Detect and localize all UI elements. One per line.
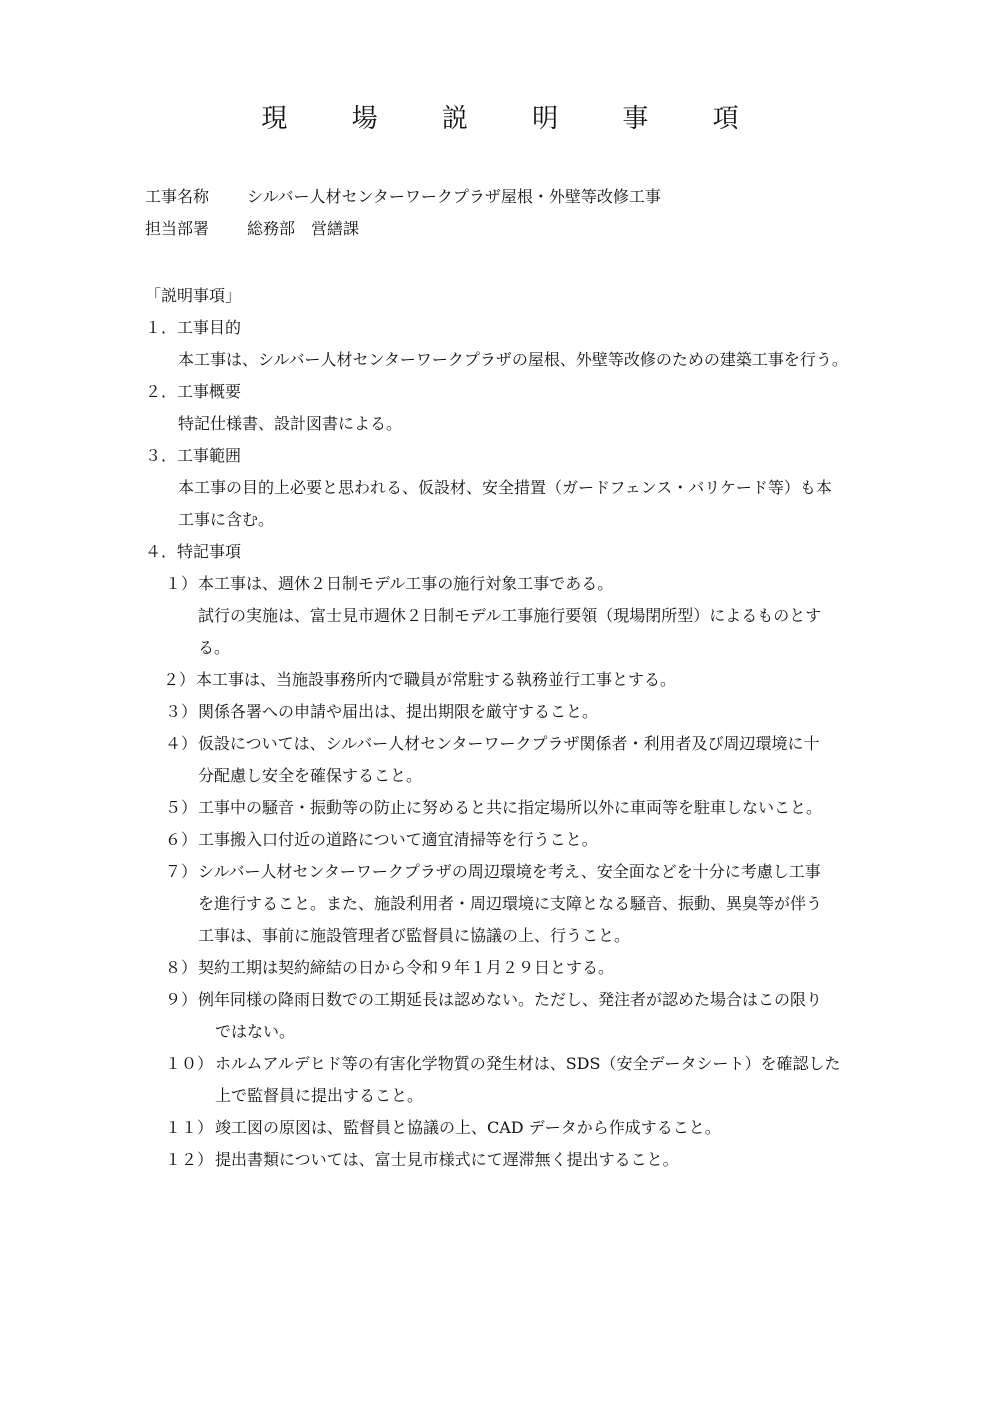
special-item-number: ３） — [165, 702, 198, 721]
special-item-text: 契約工期は契約締結の日から令和９年１月２９日とする。 — [198, 958, 615, 977]
special-item-text: ではない。 — [215, 1022, 296, 1041]
special-item-text: 上で監督員に提出すること。 — [215, 1086, 424, 1105]
special-item-text: 試行の実施は、富士見市週休２日制モデル工事施行要領（現場閉所型）によるものとす — [198, 606, 822, 625]
project-name-label: 工事名称 — [145, 187, 210, 206]
special-item-number: １２） — [165, 1150, 214, 1169]
page-title: 現 場 説 明 事 項 — [261, 104, 767, 134]
special-item-number: ８） — [165, 958, 198, 977]
special-item-text: 本工事は、当施設事務所内で職員が常駐する執務並行工事とする。 — [196, 670, 677, 689]
special-item-number: ２） — [163, 670, 196, 689]
item-body: 本工事の目的上必要と思われる、仮設材、安全措置（ガードフェンス・バリケード等）も本 — [178, 478, 832, 497]
item-heading: １．工事目的 — [145, 318, 242, 337]
special-item-text: シルバー人材センターワークプラザの周辺環境を考え、安全面などを十分に考慮し工事 — [198, 862, 821, 881]
section-heading: 「説明事項」 — [145, 286, 242, 305]
item-heading: ３．工事範囲 — [145, 446, 242, 465]
special-item-text: 本工事は、週休２日制モデル工事の施行対象工事である。 — [198, 574, 614, 593]
special-item-text: 分配慮し安全を確保すること。 — [198, 766, 423, 785]
special-item-number: ７） — [165, 862, 198, 881]
special-item-text: ホルムアルデヒド等の有害化学物質の発生材は、SDS（安全データシート）を確認した — [215, 1054, 841, 1073]
special-item-text: 提出書類については、富士見市様式にて遅滞無く提出すること。 — [215, 1150, 679, 1169]
item-body: 工事に含む。 — [178, 510, 275, 529]
special-item-number: ４） — [165, 734, 198, 753]
special-item-text: る。 — [198, 638, 231, 657]
item-body: 特記仕様書、設計図書による。 — [178, 414, 403, 433]
special-item-text: 工事中の騒音・振動等の防止に努めると共に指定場所以外に車両等を駐車しないこと。 — [198, 798, 823, 817]
special-item-text: 仮設については、シルバー人材センターワークプラザ関係者・利用者及び周辺環境に十 — [198, 734, 820, 753]
special-item-text: 工事は、事前に施設管理者び監督員に協議の上、行うこと。 — [198, 926, 631, 945]
special-item-text: 竣工図の原図は、監督員と協議の上、CAD データから作成すること。 — [215, 1118, 721, 1137]
item-body: 本工事は、シルバー人材センターワークプラザの屋根、外壁等改修のための建築工事を行う。 — [178, 350, 848, 369]
special-item-number: １１） — [165, 1118, 214, 1137]
special-item-text: 例年同様の降雨日数での工期延長は認めない。ただし、発注者が認めた場合はこの限り — [198, 990, 823, 1009]
special-item-number: ５） — [165, 798, 198, 817]
special-item-number: １） — [165, 574, 198, 593]
department-value: 総務部 営繕課 — [247, 219, 360, 238]
special-item-text: 関係各署への申請や届出は、提出期限を厳守すること。 — [198, 702, 599, 721]
special-item-number: ９） — [165, 990, 198, 1009]
special-item-text: 工事搬入口付近の道路について適宜清掃等を行うこと。 — [198, 830, 598, 849]
project-name-value: シルバー人材センターワークプラザ屋根・外壁等改修工事 — [247, 187, 661, 206]
special-item-number: ６） — [165, 830, 198, 849]
special-item-number: １０） — [165, 1054, 214, 1073]
item-heading: ２．工事概要 — [145, 382, 242, 401]
department-label: 担当部署 — [145, 219, 210, 238]
item-heading: ４．特記事項 — [145, 542, 242, 561]
special-item-text: を進行すること。また、施設利用者・周辺環境に支障となる騒音、振動、異臭等が伴う — [198, 894, 823, 913]
